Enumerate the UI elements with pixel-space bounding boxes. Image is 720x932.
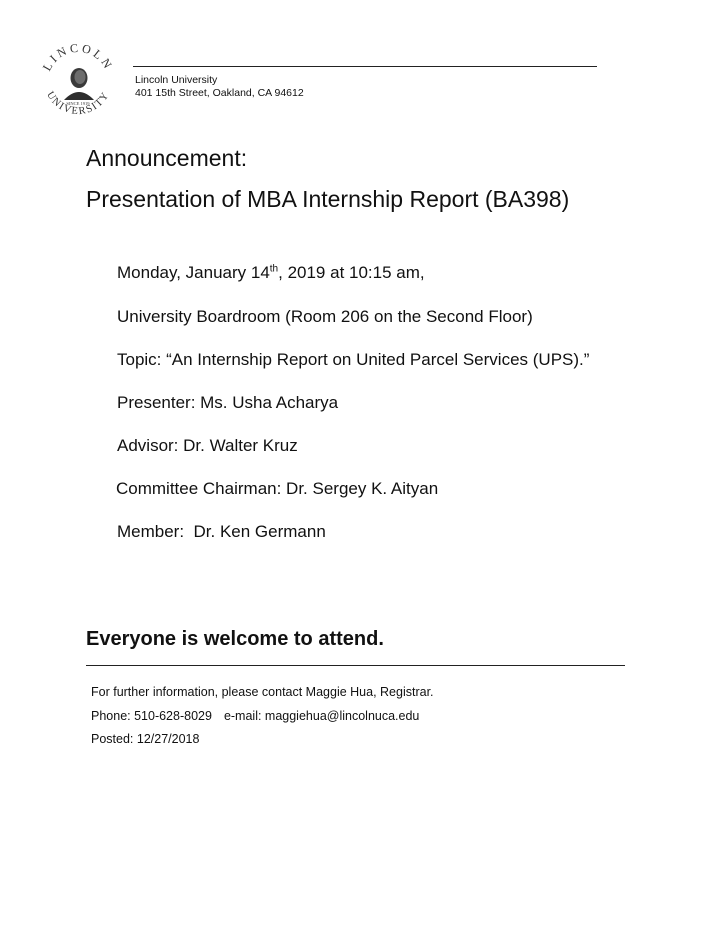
svg-text:LINCOLN: LINCOLN <box>39 40 117 74</box>
event-member: Member: Dr. Ken Germann <box>117 522 326 541</box>
event-advisor: Advisor: Dr. Walter Kruz <box>117 436 298 455</box>
org-address: 401 15th Street, Oakland, CA 94612 <box>135 87 304 99</box>
event-venue: University Boardroom (Room 206 on the Second Floor) <box>117 307 533 326</box>
footer-posted-date: Posted: 12/27/2018 <box>91 732 200 746</box>
announcement-heading: Announcement: <box>86 145 248 171</box>
university-seal-logo <box>36 40 120 124</box>
event-committee-chairman: Committee Chairman: Dr. Sergey K. Aityan <box>116 479 439 498</box>
event-presenter: Presenter: Ms. Usha Acharya <box>117 393 339 412</box>
event-date: Monday, January 14th, 2019 at 10:15 am, <box>117 263 425 282</box>
svg-text:SINCE 1919: SINCE 1919 <box>66 101 90 106</box>
announcement-title: Presentation of MBA Internship Report (BA398) <box>86 186 570 212</box>
svg-text:UNIVERSITY: UNIVERSITY <box>44 89 112 118</box>
org-name: Lincoln University <box>135 74 218 86</box>
footer-phone-email <box>91 708 419 724</box>
event-topic: Topic: “An Internship Report on United Parcel Services (UPS).” <box>117 350 590 369</box>
footer-contact: For further information, please contact Maggie Hua, Registrar. <box>91 685 434 699</box>
footer-email: e-mail: maggiehua@lincolnuca.edu <box>223 709 420 723</box>
footer-phone: Phone: 510-628-8029 <box>91 709 212 723</box>
welcome-message: Everyone is welcome to attend. <box>86 628 384 650</box>
header-divider <box>133 66 597 67</box>
footer-divider <box>86 665 625 666</box>
